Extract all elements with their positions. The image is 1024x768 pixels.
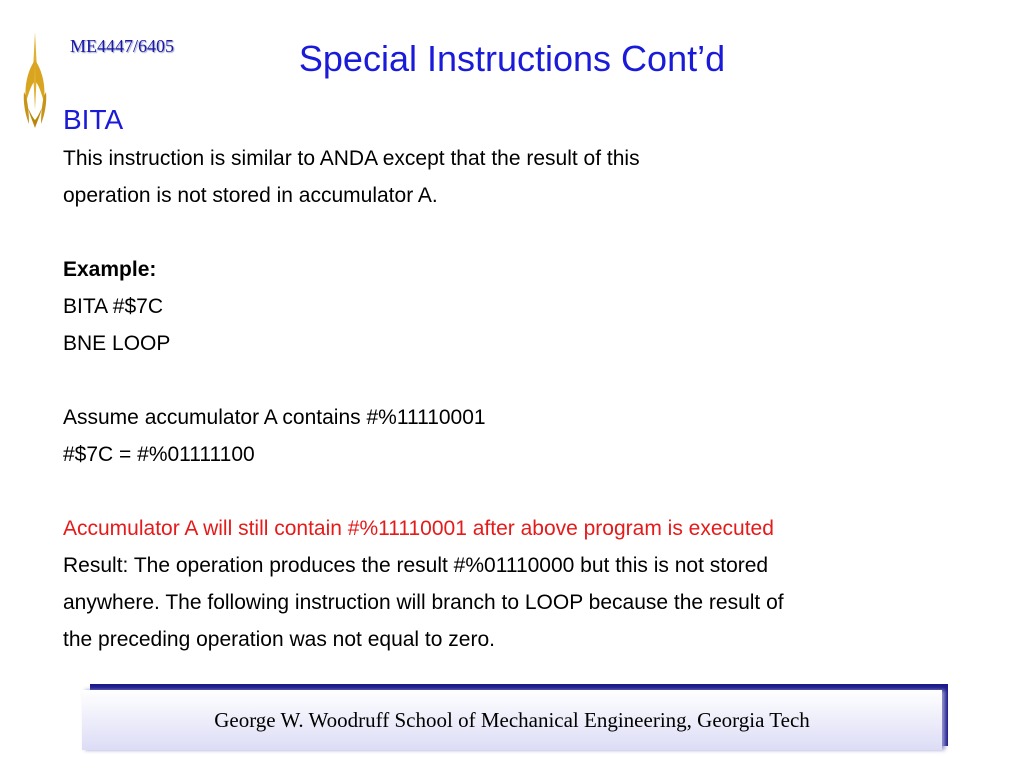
code-line: BNE LOOP xyxy=(63,332,171,355)
slide-title: Special Instructions Cont’d xyxy=(298,38,726,79)
assumption-line: #$7C = #%01111100 xyxy=(63,443,255,466)
result-line: the preceding operation was not equal to zero. xyxy=(63,628,495,651)
instruction-heading: BITA xyxy=(63,104,124,135)
description-line: This instruction is similar to ANDA except that the result of this xyxy=(63,147,640,170)
footer-banner xyxy=(82,690,942,750)
highlight-note: Accumulator A will still contain #%11110001 after above program is executed xyxy=(63,517,774,540)
result-line: anywhere. The following instruction will branch to LOOP because the result of xyxy=(63,591,784,614)
description-line: operation is not stored in accumulator A. xyxy=(63,184,438,207)
example-label: Example: xyxy=(63,258,157,281)
course-code: ME4447/6405 xyxy=(70,36,175,56)
code-line: BITA #$7C xyxy=(63,295,163,318)
result-line: Result: The operation produces the result #%01110000 but this is not stored xyxy=(63,554,769,577)
footer-text: George W. Woodruff School of Mechanical Engineering, Georgia Tech xyxy=(214,707,810,732)
slide-body xyxy=(63,100,983,658)
assumption-line: Assume accumulator A contains #%11110001 xyxy=(63,406,486,429)
